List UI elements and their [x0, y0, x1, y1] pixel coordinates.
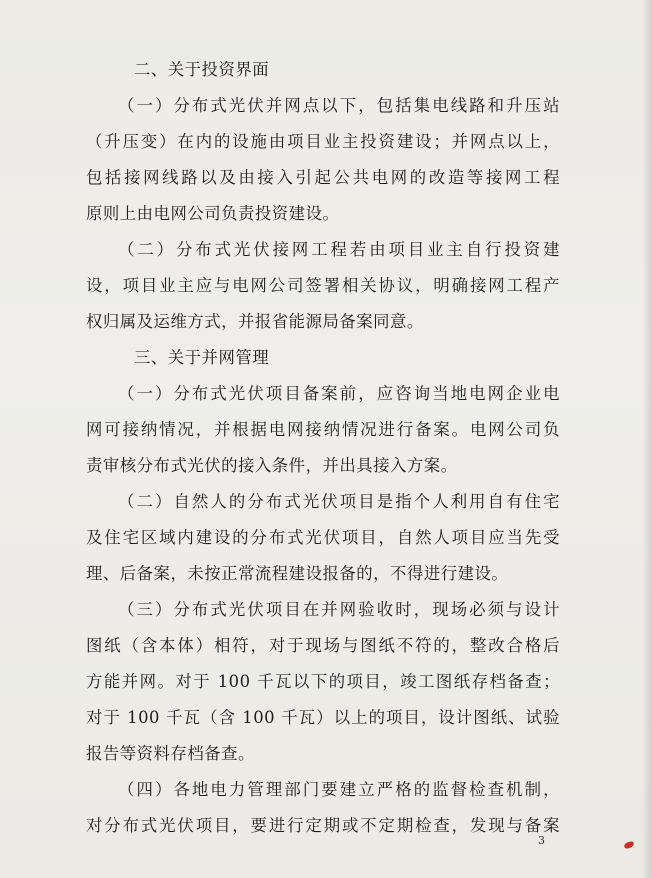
paragraph-line: 网可接纳情况，并根据电网接纳情况进行备案。电网公司负: [86, 420, 560, 439]
paragraph-line: 方能并网。对于 100 千瓦以下的项目，竣工图纸存档备查；: [86, 672, 560, 691]
paragraph-last-line: 权归属及运维方式，并报省能源局备案同意。: [86, 312, 424, 331]
page-edge-shadow: [642, 0, 652, 878]
paragraph-line: 对分布式光伏项目，要进行定期或不定期检查，发现与备案: [86, 816, 560, 835]
paragraph-first-line: （三）分布式光伏项目在并网验收时，现场必须与设计: [118, 600, 560, 619]
paragraph-first-line: （二）自然人的分布式光伏项目是指个人利用自有住宅: [118, 492, 560, 511]
paragraph-first-line: （二）分布式光伏接网工程若由项目业主自行投资建: [118, 240, 560, 259]
paragraph-line: 设，项目业主应与电网公司签署相关协议，明确接网工程产: [86, 276, 560, 295]
section-heading: 三、关于并网管理: [134, 348, 270, 367]
paragraph-first-line: （四）各地电力管理部门要建立严格的监督检查机制，: [118, 780, 560, 799]
paragraph-line: （升压变）在内的设施由项目业主投资建设；并网点以上，: [86, 132, 560, 151]
paragraph-first-line: （一）分布式光伏项目备案前，应咨询当地电网企业电: [118, 384, 560, 403]
paragraph-last-line: 报告等资料存档备查。: [86, 744, 255, 763]
paragraph-line: 图纸（含本体）相符，对于现场与图纸不符的，整改合格后: [86, 636, 560, 655]
paragraph-line: 对于 100 千瓦（含 100 千瓦）以上的项目，设计图纸、试验: [86, 708, 560, 727]
paragraph-last-line: 责审核分布式光伏的接入条件，并出具接入方案。: [86, 456, 458, 475]
red-ink-mark: [623, 840, 634, 849]
paragraph-last-line: 理、后备案，未按正常流程建设报备的，不得进行建设。: [86, 564, 509, 583]
document-body: [86, 52, 560, 844]
paragraph-last-line: 原则上由电网公司负责投资建设。: [86, 204, 340, 223]
section-heading: 二、关于投资界面: [134, 60, 270, 79]
paragraph-first-line: （一）分布式光伏并网点以下，包括集电线路和升压站: [118, 96, 560, 115]
paragraph-line: 及住宅区域内建设的分布式光伏项目，自然人项目应当先受: [86, 528, 560, 547]
paragraph-line: 包括接网线路以及由接入引起公共电网的改造等接网工程: [86, 168, 560, 187]
page-number: 3: [538, 834, 545, 847]
